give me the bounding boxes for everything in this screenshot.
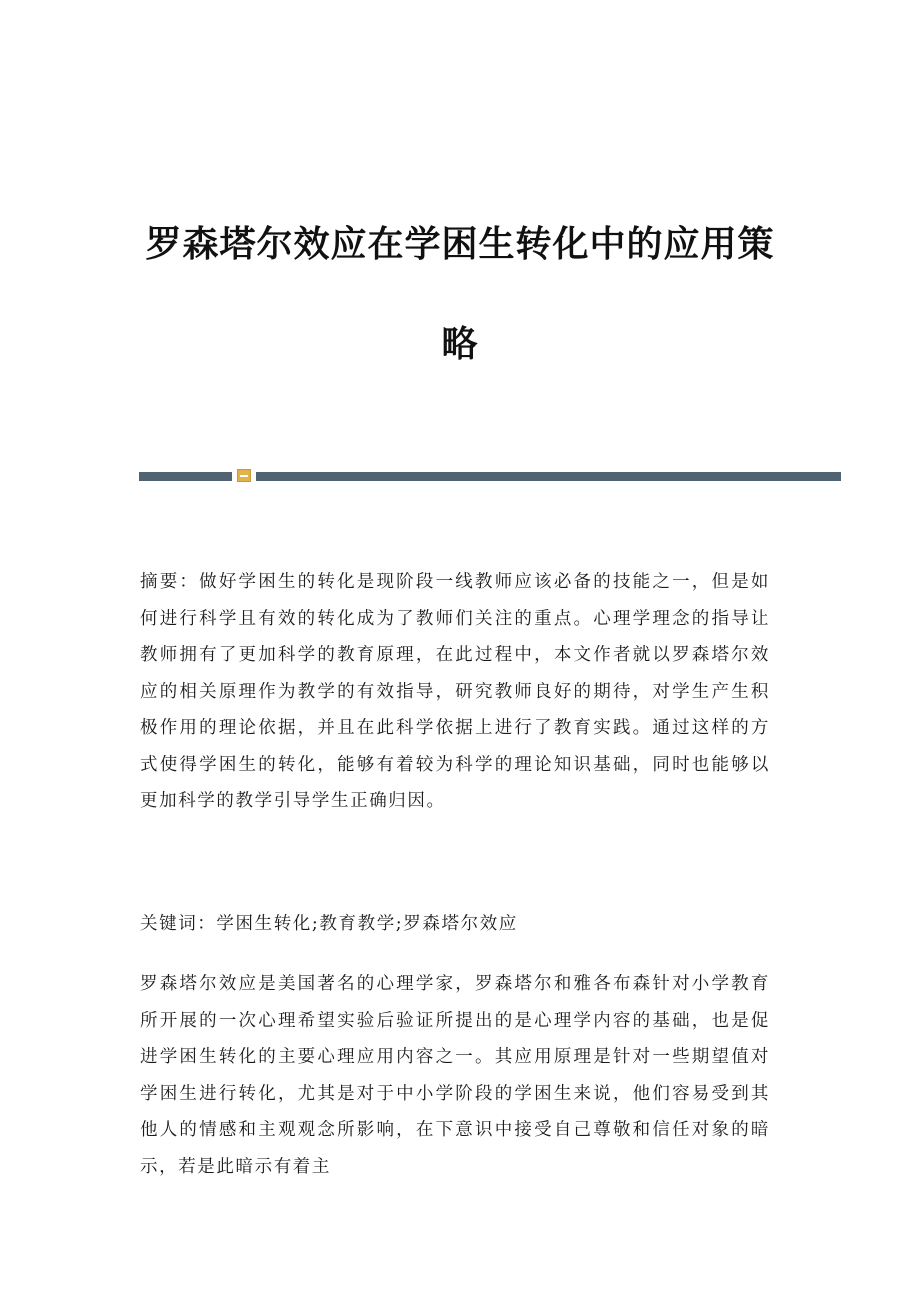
keywords-line: 关键词：学困生转化;教育教学;罗森塔尔效应	[140, 914, 518, 934]
divider-ornament-icon	[237, 469, 251, 482]
document-title-line-2: 略	[441, 323, 479, 365]
divider-right-segment	[256, 472, 841, 481]
abstract-paragraph: 摘要：做好学困生的转化是现阶段一线教师应该必备的技能之一，但是如何进行科学且有效的转化成为了教师们关注的重点。心理学理念的指导让教师拥有了更加科学的教育原理，在此过程中，本文作者就以罗森塔尔效应的相关原理作为教学的有效指导，研究教师良好的期待，对学生产生积极作用的理论依据，并且在此科学依据上进行了教育实践。通过这样的方式使得学困生的转化，能够有着较为科学的理论知识基础，同时也能够以更加科学的教学引导学生正确归因。	[140, 572, 770, 811]
body-paragraph: 罗森塔尔效应是美国著名的心理学家，罗森塔尔和雅各布森针对小学教育所开展的一次心理希望实验后验证所提出的是心理学内容的基础，也是促进学困生转化的主要心理应用内容之一。其应用原理是针对一些期望值对学困生进行转化，尤其是对于中小学阶段的学困生来说，他们容易受到其他人的情感和主观观念所影响，在下意识中接受自己尊敬和信任对象的暗示，若是此暗示有着主	[140, 974, 770, 1177]
document-title-line-1: 罗森塔尔效应在学困生转化中的应用策	[145, 223, 775, 265]
divider-left-segment	[139, 472, 232, 481]
title-divider	[139, 472, 841, 481]
